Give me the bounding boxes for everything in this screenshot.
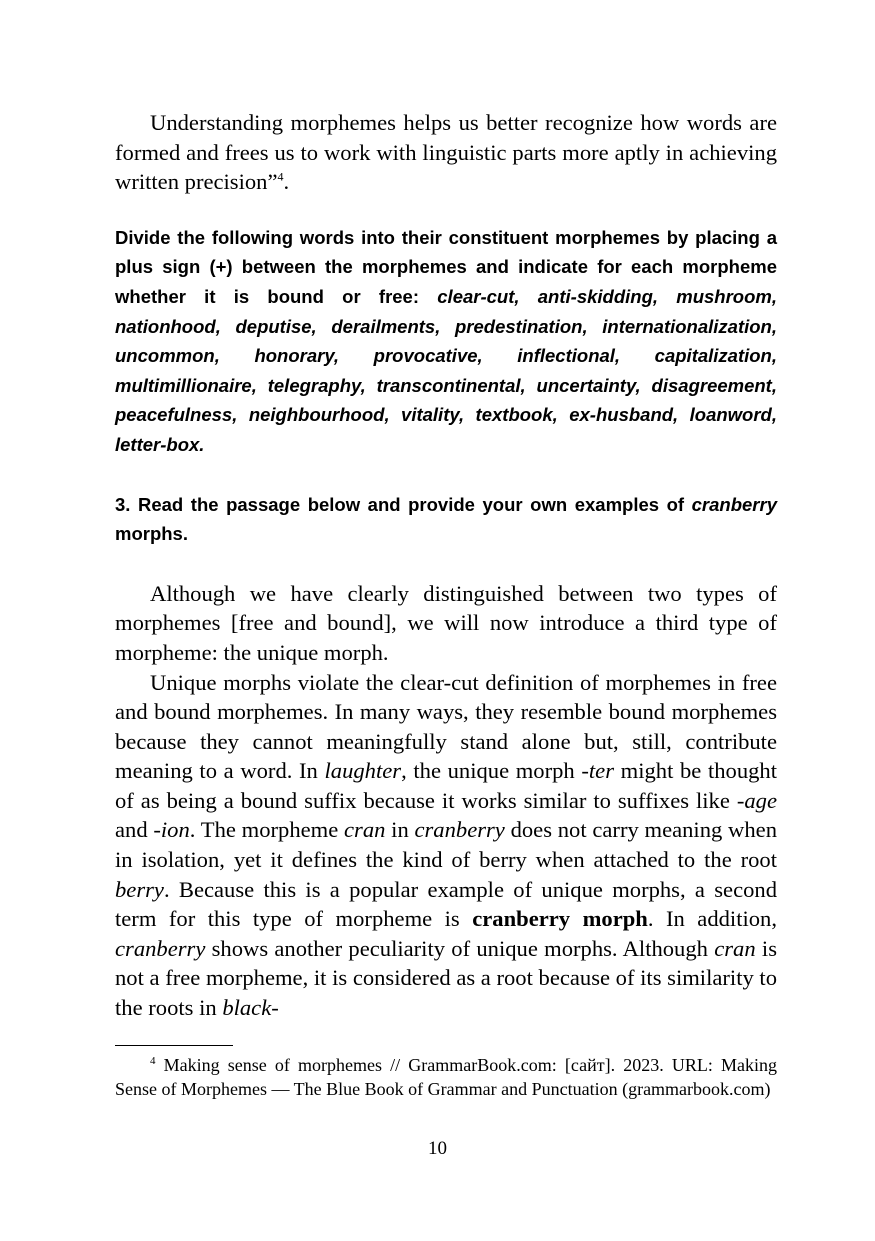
footnote-reference[interactable]: 4 [277, 169, 284, 184]
intro-paragraph [115, 108, 777, 197]
task2-instruction-text: Divide the following words into their constituent morphemes by placing a plus sign (+) between the morphemes and indicate for each morpheme whether it is bound or free: [115, 226, 777, 307]
task2-word-list: clear-cut, anti-skidding, mushroom, nationhood, deputise, derailments, predestination, internationalization, uncommon, honorary, provocative, inflectional, capitalization, multimillionaire, telegraphy, transcontinental, uncertainty, disagreement, peacefulness, neighbourhood, vitality, textbook, ex-husband, loanword, letter-box. [115, 285, 777, 455]
passage-paragraph-1: Although we have clearly distinguished between two types of morphemes [free and bound], we will now introduce a third type of morpheme: the unique morph. [115, 580, 777, 665]
task3-term: cranberry [691, 493, 777, 515]
footnote-divider [115, 1045, 233, 1046]
task3-prefix: 3. Read the passage below and provide your own examples of [115, 493, 692, 515]
passage-paragraph-2: Unique morphs violate the clear-cut definition of morphemes in free and bound morphemes. In many ways, they resemble bound morphemes because they cannot meaningfully stand alone but, still, contribute meaning to a word. In laughter, the unique morph -ter might be thought of as being a bound suffix because it works similar to suffixes like -age and -ion. The morpheme cran in cranberry does not carry meaning when in isolation, yet it defines the kind of berry when attached to the root berry. Because this is a popular example of unique morphs, a second term for this type of morpheme is cranberry morph. In addition, cranberry shows another peculiarity of unique morphs. Although cran is not a free morpheme, it is considered as a root because of its similarity to the roots in black- [115, 669, 778, 1021]
page-number: 10 [428, 1138, 447, 1159]
intro-end: . [283, 169, 290, 195]
footnote-text [115, 1053, 777, 1101]
cranberry-morph-term: cranberry morph [472, 906, 648, 932]
intro-text: Understanding morphemes helps us better recognize how words are formed and frees us to work with linguistic parts more aptly in achieving written precision” [115, 110, 777, 195]
footnote-body: Making sense of morphemes // GrammarBook.com: [сайт]. 2023. URL: Making Sense of Morphemes — The Blue Book of Grammar and Punctuation (grammarbook.com) [115, 1055, 777, 1099]
task2-instruction [115, 223, 777, 460]
footnote-number: 4 [150, 1055, 156, 1067]
task3-heading [115, 490, 777, 549]
task3-suffix: morphs. [115, 523, 188, 545]
footnote [115, 1053, 777, 1101]
page-body [115, 108, 777, 1023]
